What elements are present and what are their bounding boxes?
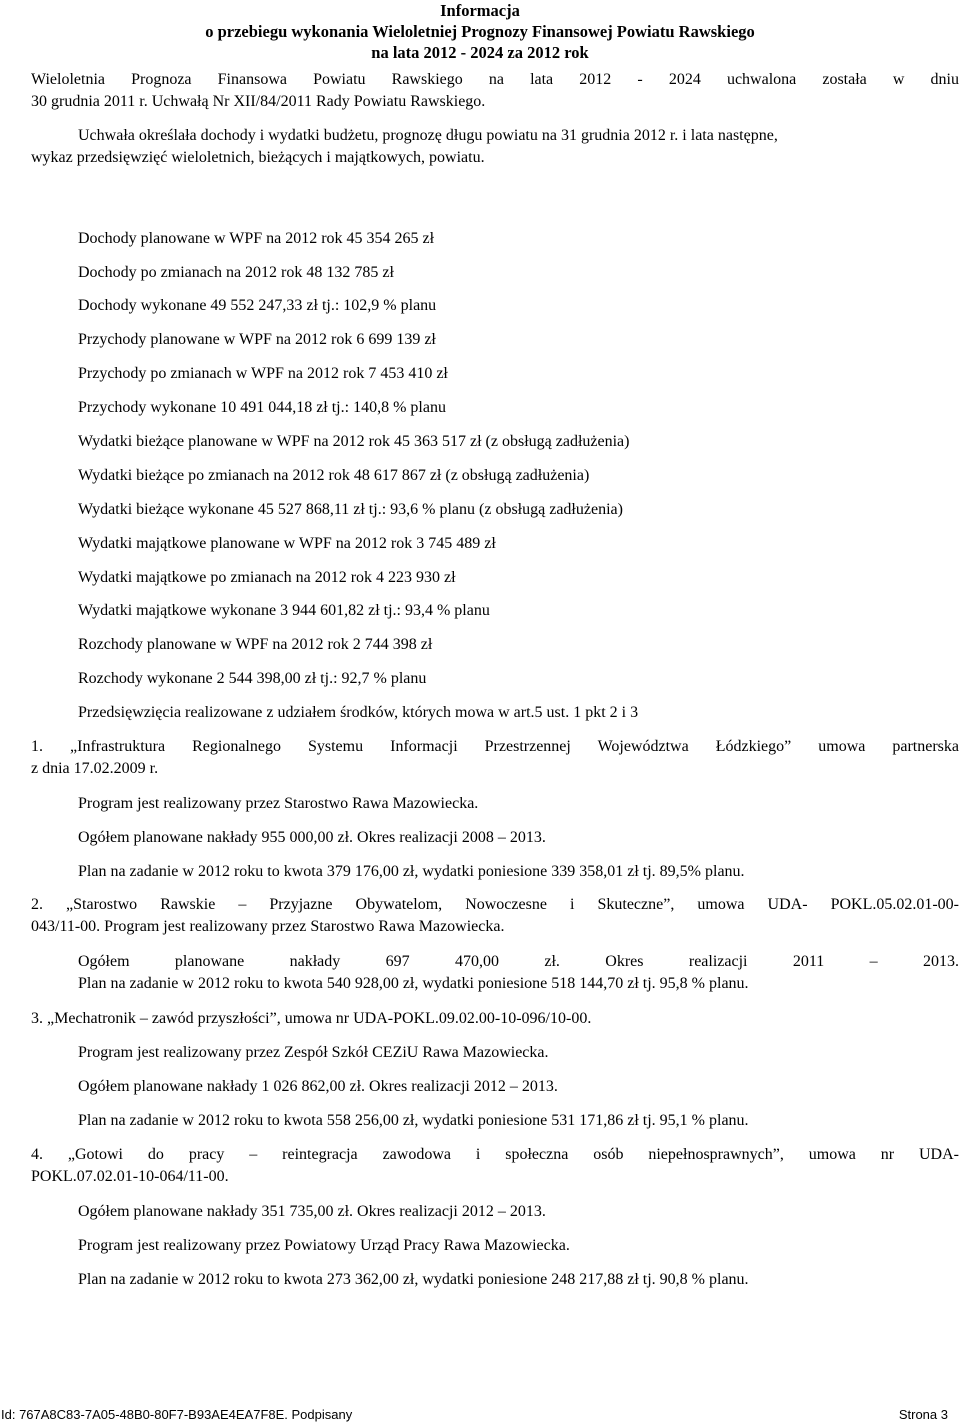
document-title: Informacja (440, 1, 520, 20)
intro-paragraph-2: Uchwała określała dochody i wydatki budżetu, prognozę długu powiatu na 31 grudnia 2012 r. i lata następne, (78, 127, 778, 144)
project-4-title-cont: POKL.07.02.01-10-064/11-00. (31, 1168, 229, 1185)
figure-line: Wydatki bieżące wykonane 45 527 868,11 zł tj.: 93,6 % planu (z obsługą zadłużenia) (78, 501, 623, 518)
figure-line: Rozchody wykonane 2 544 398,00 zł tj.: 92,7 % planu (78, 670, 427, 687)
project-2-detail: Ogółem planowane nakłady 697 470,00 zł. Okres realizacji 2011 – 2013. (78, 953, 959, 970)
figure-line: Wydatki majątkowe wykonane 3 944 601,82 zł tj.: 93,4 % planu (78, 602, 490, 619)
project-2-detail: Plan na zadanie w 2012 roku to kwota 540 928,00 zł, wydatki poniesione 518 144,70 zł tj. 95,8 % planu. (78, 975, 749, 992)
project-1-detail: Plan na zadanie w 2012 roku to kwota 379 176,00 zł, wydatki poniesione 339 358,01 zł tj. 89,5% planu. (78, 863, 745, 880)
intro-paragraph-1: Wieloletnia Prognoza Finansowa Powiatu Rawskiego na lata 2012 - 2024 uchwalona została w dniu (31, 71, 959, 88)
intro-paragraph-2-cont: wykaz przedsięwzięć wieloletnich, bieżących i majątkowych, powiatu. (31, 149, 485, 166)
figure-line: Wydatki majątkowe planowane w WPF na 2012 rok 3 745 489 zł (78, 535, 496, 552)
figure-line: Przedsięwzięcia realizowane z udziałem środków, których mowa w art.5 ust. 1 pkt 2 i 3 (78, 704, 639, 721)
figure-line: Przychody planowane w WPF na 2012 rok 6 699 139 zł (78, 331, 436, 348)
project-4-title: 4. „Gotowi do pracy – reintegracja zawodowa i społeczna osób niepełnosprawnych”, umowa nr UDA- (31, 1146, 959, 1163)
project-4-detail: Ogółem planowane nakłady 351 735,00 zł. Okres realizacji 2012 – 2013. (78, 1203, 546, 1220)
document-subtitle: o przebiegu wykonania Wieloletniej Prognozy Finansowej Powiatu Rawskiego (205, 22, 755, 41)
project-3-detail: Plan na zadanie w 2012 roku to kwota 558 256,00 zł, wydatki poniesione 531 171,86 zł tj. 95,1 % planu. (78, 1112, 749, 1129)
figure-line: Dochody po zmianach na 2012 rok 48 132 785 zł (78, 264, 394, 281)
project-1-title-cont: z dnia 17.02.2009 r. (31, 760, 159, 777)
project-1-detail: Ogółem planowane nakłady 955 000,00 zł. Okres realizacji 2008 – 2013. (78, 829, 546, 846)
document-subtitle-period: na lata 2012 - 2024 za 2012 rok (371, 43, 589, 62)
project-4-detail: Program jest realizowany przez Powiatowy Urząd Pracy Rawa Mazowiecka. (78, 1237, 570, 1254)
intro-paragraph-1-cont: 30 grudnia 2011 r. Uchwałą Nr XII/84/2011 Rady Powiatu Rawskiego. (31, 93, 486, 110)
figure-line: Przychody po zmianach w WPF na 2012 rok 7 453 410 zł (78, 365, 448, 382)
figure-line: Przychody wykonane 10 491 044,18 zł tj.: 140,8 % planu (78, 399, 446, 416)
project-2-title-cont: 043/11-00. Program jest realizowany przez Starostwo Rawa Mazowiecka. (31, 918, 505, 935)
figure-line: Dochody planowane w WPF na 2012 rok 45 354 265 zł (78, 230, 435, 247)
project-3-detail: Program jest realizowany przez Zespół Szkół CEZiU Rawa Mazowiecka. (78, 1044, 549, 1061)
footer-document-id: Id: 767A8C83-7A05-48B0-80F7-B93AE4EA7F8E. Podpisany (1, 1407, 353, 1422)
project-1-detail: Program jest realizowany przez Starostwo Rawa Mazowiecka. (78, 795, 479, 812)
footer-page-number: Strona 3 (898, 1407, 948, 1422)
figure-line: Wydatki majątkowe po zmianach na 2012 rok 4 223 930 zł (78, 569, 456, 586)
figure-line: Wydatki bieżące po zmianach na 2012 rok 48 617 867 zł (z obsługą zadłużenia) (78, 467, 590, 484)
figure-line: Rozchody planowane w WPF na 2012 rok 2 744 398 zł (78, 636, 433, 653)
project-4-detail: Plan na zadanie w 2012 roku to kwota 273 362,00 zł, wydatki poniesione 248 217,88 zł tj. 90,8 % planu. (78, 1271, 749, 1288)
figure-line: Wydatki bieżące planowane w WPF na 2012 rok 45 363 517 zł (z obsługą zadłużenia) (78, 433, 630, 450)
project-1-title: 1. „Infrastruktura Regionalnego Systemu Informacji Przestrzennej Województwa Łódzkiego” umowa partnerska (31, 738, 959, 755)
figure-line: Dochody wykonane 49 552 247,33 zł tj.: 102,9 % planu (78, 297, 437, 314)
project-3-detail: Ogółem planowane nakłady 1 026 862,00 zł. Okres realizacji 2012 – 2013. (78, 1078, 558, 1095)
project-3-title: 3. „Mechatronik – zawód przyszłości”, umowa nr UDA-POKL.09.02.00-10-096/10-00. (31, 1010, 592, 1027)
project-2-title: 2. „Starostwo Rawskie – Przyjazne Obywatelom, Nowoczesne i Skuteczne”, umowa UDA- POKL.05.02.01-00- (31, 896, 959, 913)
